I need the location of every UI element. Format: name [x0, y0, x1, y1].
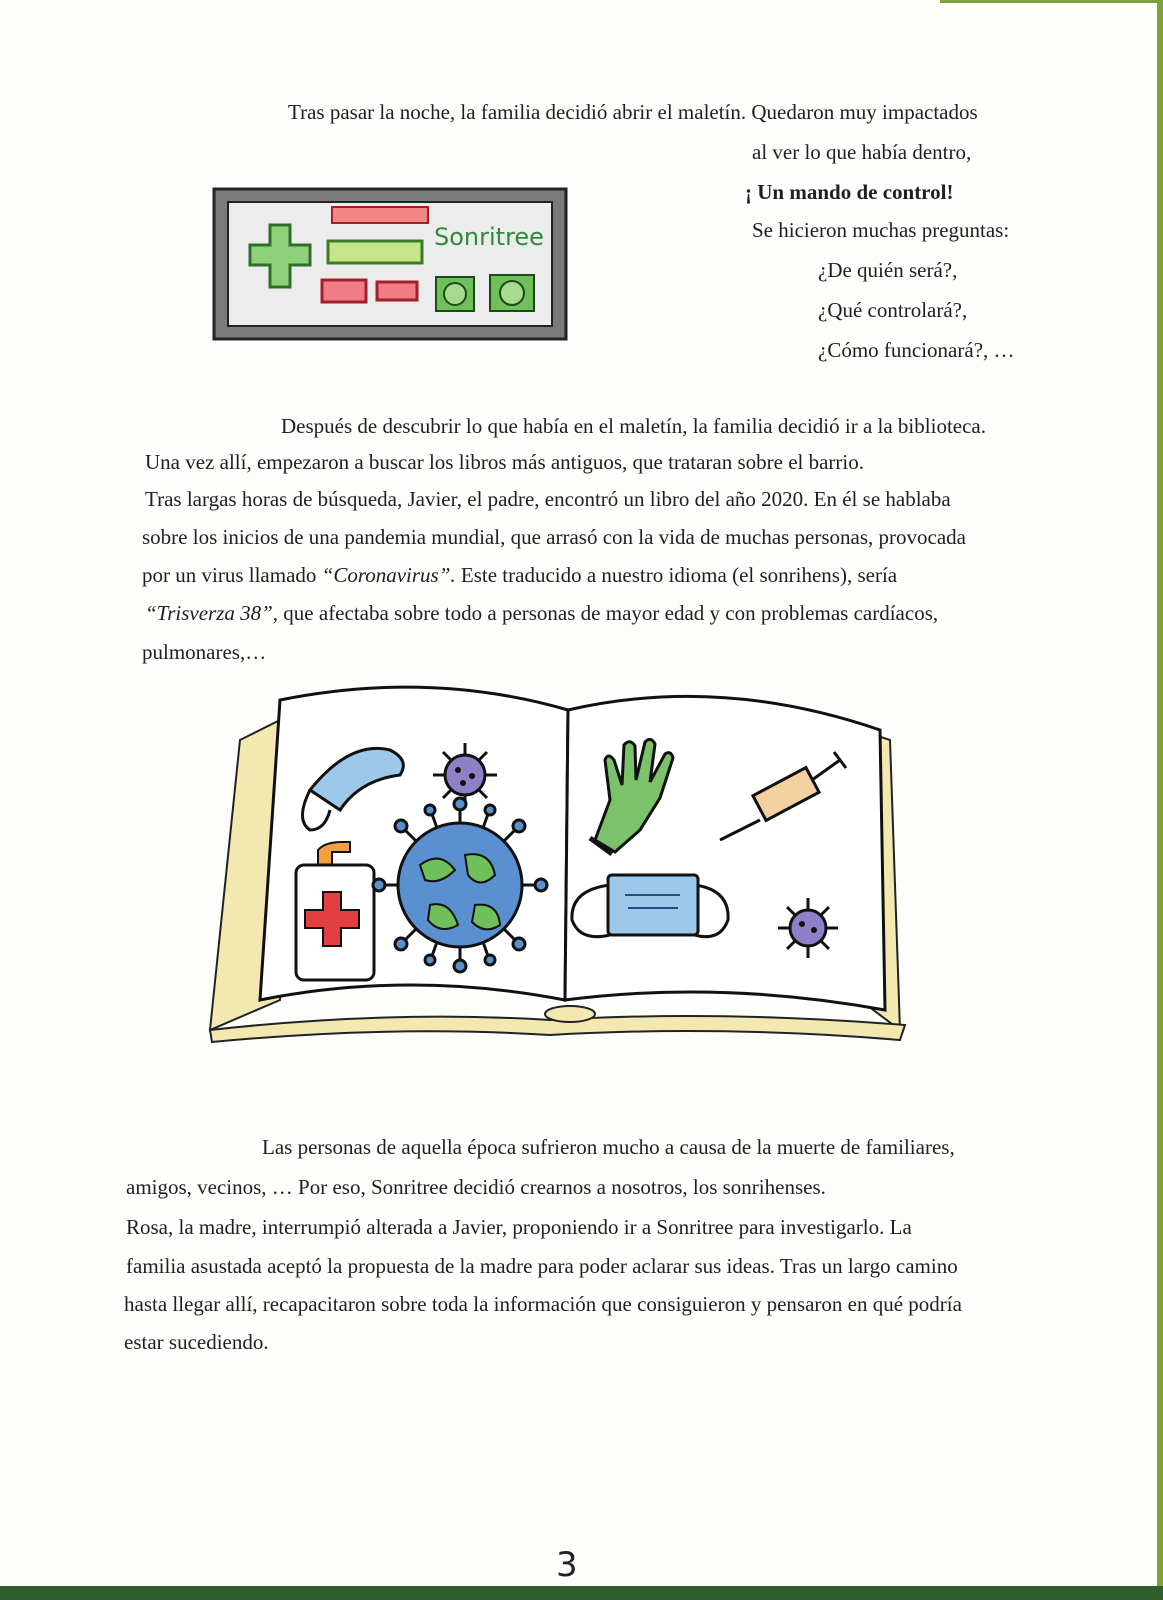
book-drawing — [200, 680, 920, 1060]
red-bar-top — [332, 207, 428, 223]
para3-line-4: familia asustada aceptó la propuesta de la madre para poder aclarar sus ideas. Tras un largo camino — [126, 1254, 958, 1278]
para2-line-1: Después de descubrir lo que había en el maletín, la familia decidió ir a la biblioteca. — [281, 414, 986, 438]
coronavirus-globe-icon — [373, 798, 547, 972]
question-3: ¿Cómo funcionará?, … — [818, 338, 1015, 362]
para2-line-6 — [145, 601, 938, 626]
controller-drawing — [210, 185, 570, 345]
para2-line-5a: por un virus llamado — [142, 563, 322, 587]
para2-line-5 — [142, 563, 897, 588]
para3-line-5: hasta llegar allí, recapacitaron sobre toda la información que consiguieron y pensaron en qué podría — [124, 1292, 962, 1316]
question-2: ¿Qué controlará?, — [818, 298, 968, 322]
green-button-1-ring — [444, 283, 466, 305]
right-border — [1157, 0, 1163, 1600]
para3-line-2: amigos, vecinos, … Por eso, Sonritree decidió crearnos a nosotros, los sonrihenses. — [126, 1175, 826, 1199]
green-button-2-ring — [500, 281, 524, 305]
controller-label: Sonritree — [434, 223, 544, 251]
para2-line-7: pulmonares,… — [142, 640, 267, 664]
para2-line-6b: que afectaba sobre todo a personas de mayor edad y con problemas cardíacos, — [278, 601, 939, 625]
trisverza-term: “Trisverza 38”, — [145, 601, 279, 625]
book-spine-tab — [545, 1006, 595, 1022]
book-right-page — [565, 696, 885, 1010]
para2-line-3: Tras largas horas de búsqueda, Javier, el padre, encontró un libro del año 2020. En él se hablaba — [145, 487, 951, 511]
virus-icon-small-2 — [778, 898, 838, 958]
virus-icon-small — [433, 743, 497, 807]
red-button-2 — [377, 282, 417, 300]
para3-line-6: estar sucediendo. — [124, 1330, 269, 1354]
intro-exclaim: ¡ Un mando de control! — [745, 180, 954, 204]
green-bar — [328, 241, 422, 263]
coronavirus-term: “Coronavirus”. — [321, 563, 456, 587]
top-border — [940, 0, 1163, 3]
intro-line-1: Tras pasar la noche, la familia decidió abrir el maletín. Quedaron muy impactados — [288, 100, 978, 124]
bottom-border — [0, 1586, 1163, 1600]
para2-line-5c: Este traducido a nuestro idioma (el sonrihens), sería — [455, 563, 898, 587]
page-number: 3 — [556, 1545, 578, 1585]
para2-line-2: Una vez allí, empezaron a buscar los libros más antiguos, que trataran sobre el barrio. — [145, 450, 864, 474]
intro-line-3: Se hicieron muchas preguntas: — [752, 218, 1010, 242]
intro-line-2: al ver lo que había dentro, — [752, 140, 972, 164]
red-button-1 — [322, 280, 366, 302]
para2-line-4: sobre los inicios de una pandemia mundial, que arrasó con la vida de muchas personas, provocada — [142, 525, 966, 549]
question-1: ¿De quién será?, — [818, 258, 958, 282]
para3-line-3: Rosa, la madre, interrumpió alterada a Javier, proponiendo ir a Sonritree para investigarlo. La — [126, 1215, 912, 1239]
para3-line-1: Las personas de aquella época sufrieron mucho a causa de la muerte de familiares, — [262, 1135, 955, 1159]
